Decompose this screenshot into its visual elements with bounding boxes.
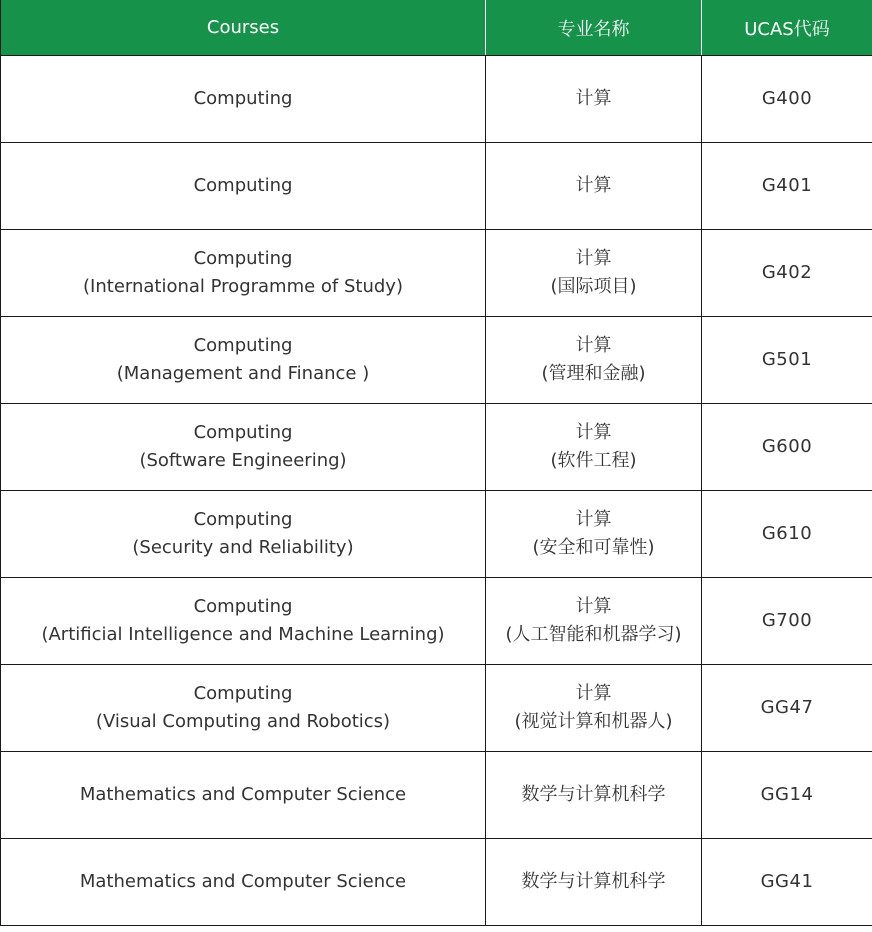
chinese-name-cell: [486, 752, 702, 839]
ucas-code: G610: [761, 523, 813, 544]
chinese-name-cell: [486, 404, 702, 491]
ucas-code-cell: [702, 56, 872, 143]
chinese-name-cell: [486, 317, 702, 404]
chinese-name: 计算: [575, 596, 612, 617]
chinese-name: 计算: [575, 335, 612, 356]
table-header: [1, 0, 872, 56]
chinese-subtitle: (安全和可靠性): [532, 537, 655, 558]
ucas-code-cell: [702, 491, 872, 578]
ucas-code: G400: [761, 88, 813, 109]
ucas-code: G501: [761, 349, 813, 370]
course-name: Computing: [193, 596, 293, 617]
chinese-name: 数学与计算机科学: [521, 784, 666, 805]
course-cell: [1, 665, 486, 752]
course-name: Computing: [193, 335, 293, 356]
chinese-name-cell: [486, 143, 702, 230]
table-row: [1, 56, 872, 143]
header-ucas-code: UCAS代码: [702, 0, 872, 56]
chinese-name: 计算: [575, 509, 612, 530]
table-row: [1, 665, 872, 752]
header-row: [1, 0, 872, 56]
course-name: Computing: [193, 88, 293, 109]
table-row: [1, 491, 872, 578]
chinese-name-cell: [486, 491, 702, 578]
course-name: Mathematics and Computer Science: [79, 871, 407, 892]
course-cell: [1, 491, 486, 578]
ucas-code: G402: [761, 262, 813, 283]
chinese-subtitle: (视觉计算和机器人): [514, 711, 673, 732]
course-cell: [1, 578, 486, 665]
ucas-code-cell: [702, 317, 872, 404]
course-subtitle: (Management and Finance ): [116, 363, 370, 384]
chinese-name-cell: [486, 230, 702, 317]
course-cell: [1, 752, 486, 839]
ucas-code-cell: [702, 230, 872, 317]
course-cell: [1, 404, 486, 491]
ucas-code-cell: [702, 578, 872, 665]
course-subtitle: (Security and Reliability): [132, 537, 354, 558]
chinese-subtitle: (软件工程): [550, 450, 637, 471]
chinese-name: 计算: [575, 248, 612, 269]
course-name: Computing: [193, 509, 293, 530]
ucas-code-cell: [702, 404, 872, 491]
chinese-subtitle: (人工智能和机器学习): [505, 624, 682, 645]
chinese-subtitle: (国际项目): [550, 276, 637, 297]
ucas-code: GG41: [760, 871, 814, 892]
course-name: Computing: [193, 175, 293, 196]
ucas-code-cell: [702, 143, 872, 230]
chinese-name: 计算: [575, 88, 612, 109]
course-cell: [1, 839, 486, 926]
header-courses: Courses: [1, 0, 486, 56]
header-chinese-name: 专业名称: [486, 0, 702, 56]
ucas-code: G401: [761, 175, 813, 196]
course-cell: [1, 317, 486, 404]
ucas-code: GG47: [760, 697, 814, 718]
table-row: [1, 752, 872, 839]
ucas-code-cell: [702, 752, 872, 839]
chinese-name: 计算: [575, 175, 612, 196]
course-subtitle: (Visual Computing and Robotics): [95, 711, 391, 732]
chinese-name-cell: [486, 56, 702, 143]
course-subtitle: (International Programme of Study): [83, 276, 403, 297]
chinese-name-cell: [486, 665, 702, 752]
table-row: [1, 839, 872, 926]
table-row: [1, 578, 872, 665]
course-cell: [1, 143, 486, 230]
ucas-code: G700: [761, 610, 813, 631]
chinese-name: 数学与计算机科学: [521, 871, 666, 892]
chinese-name-cell: [486, 839, 702, 926]
ucas-code-cell: [702, 839, 872, 926]
course-name: Mathematics and Computer Science: [79, 784, 407, 805]
chinese-name: 计算: [575, 422, 612, 443]
table-row: [1, 404, 872, 491]
course-cell: [1, 56, 486, 143]
course-name: Computing: [193, 248, 293, 269]
course-cell: [1, 230, 486, 317]
course-name: Computing: [193, 422, 293, 443]
ucas-code-cell: [702, 665, 872, 752]
table-row: [1, 143, 872, 230]
ucas-code: GG14: [760, 784, 814, 805]
ucas-code: G600: [761, 436, 813, 457]
course-name: Computing: [193, 683, 293, 704]
chinese-name: 计算: [575, 683, 612, 704]
table-row: [1, 317, 872, 404]
course-subtitle: (Artificial Intelligence and Machine Learning): [41, 624, 445, 645]
table-body: [1, 56, 872, 926]
chinese-name-cell: [486, 578, 702, 665]
course-subtitle: (Software Engineering): [139, 450, 347, 471]
chinese-subtitle: (管理和金融): [541, 363, 646, 384]
table-row: [1, 230, 872, 317]
